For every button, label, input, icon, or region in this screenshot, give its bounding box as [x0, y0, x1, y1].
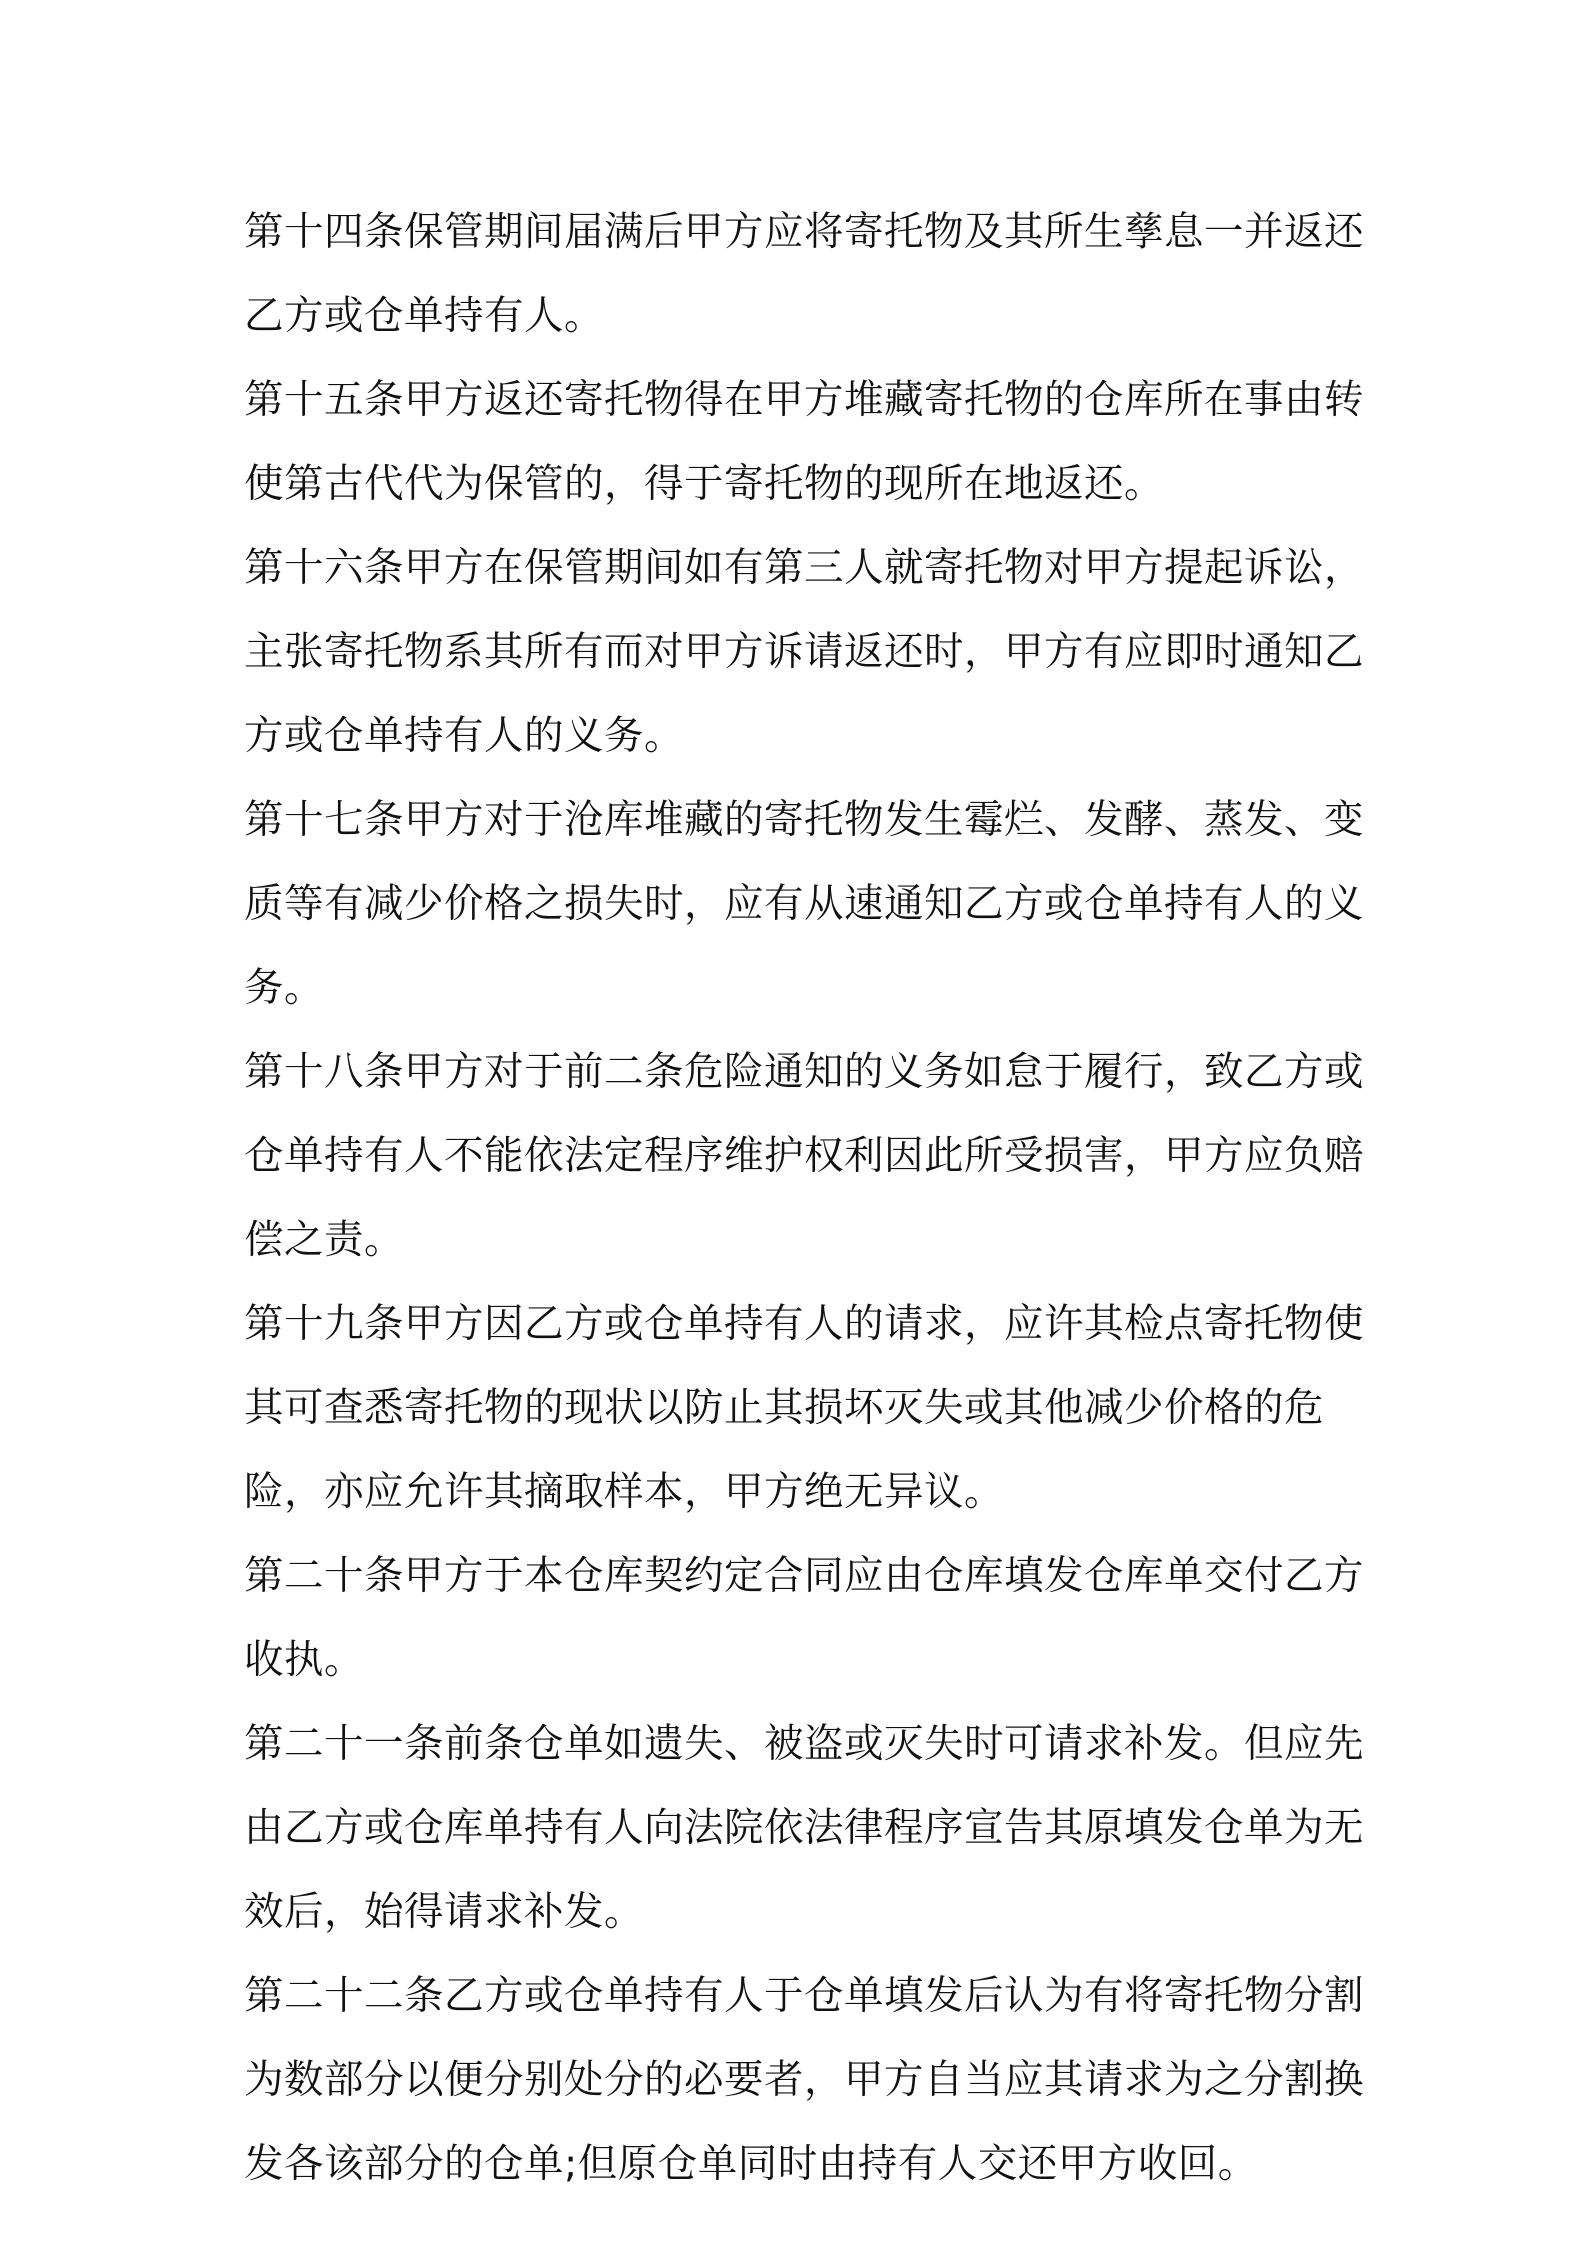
- document-body: [244, 190, 1364, 2206]
- article-18: 第十八条甲方对于前二条危险通知的义务如怠于履行，致乙方或仓单持有人不能依法定程序维护权利因此所受损害，甲方应负赔偿之责。: [244, 1049, 1364, 1263]
- article-21: 第二十一条前条仓单如遗失、被盗或灭失时可请求补发。但应先由乙方或仓库单持有人向法院依法律程序宣告其原填发仓单为无效后，始得请求补发。: [244, 1721, 1364, 1935]
- article-22: 第二十二条乙方或仓单持有人于仓单填发后认为有将寄托物分割为数部分以便分别处分的必要者，甲方自当应其请求为之分割换发各该部分的仓单;但原仓单同时由持有人交还甲方收回。: [244, 1973, 1364, 2187]
- article-20: 第二十条甲方于本仓库契约定合同应由仓库填发仓库单交付乙方收执。: [244, 1553, 1364, 1683]
- article-19: 第十九条甲方因乙方或仓单持有人的请求，应许其检点寄托物使其可查悉寄托物的现状以防止其损坏灭失或其他减少价格的危险，亦应允许其摘取样本，甲方绝无异议。: [244, 1301, 1364, 1515]
- article-17: 第十七条甲方对于沧库堆藏的寄托物发生霉烂、发酵、蒸发、变质等有减少价格之损失时，应有从速通知乙方或仓单持有人的义务。: [244, 797, 1364, 1011]
- article-15: 第十五条甲方返还寄托物得在甲方堆藏寄托物的仓库所在事由转使第古代代为保管的，得于寄托物的现所在地返还。: [244, 377, 1364, 507]
- article-16: 第十六条甲方在保管期间如有第三人就寄托物对甲方提起诉讼，主张寄托物系其所有而对甲方诉请返还时，甲方有应即时通知乙方或仓单持有人的义务。: [244, 545, 1364, 759]
- article-14: 第十四条保管期间届满后甲方应将寄托物及其所生孳息一并返还乙方或仓单持有人。: [244, 209, 1364, 339]
